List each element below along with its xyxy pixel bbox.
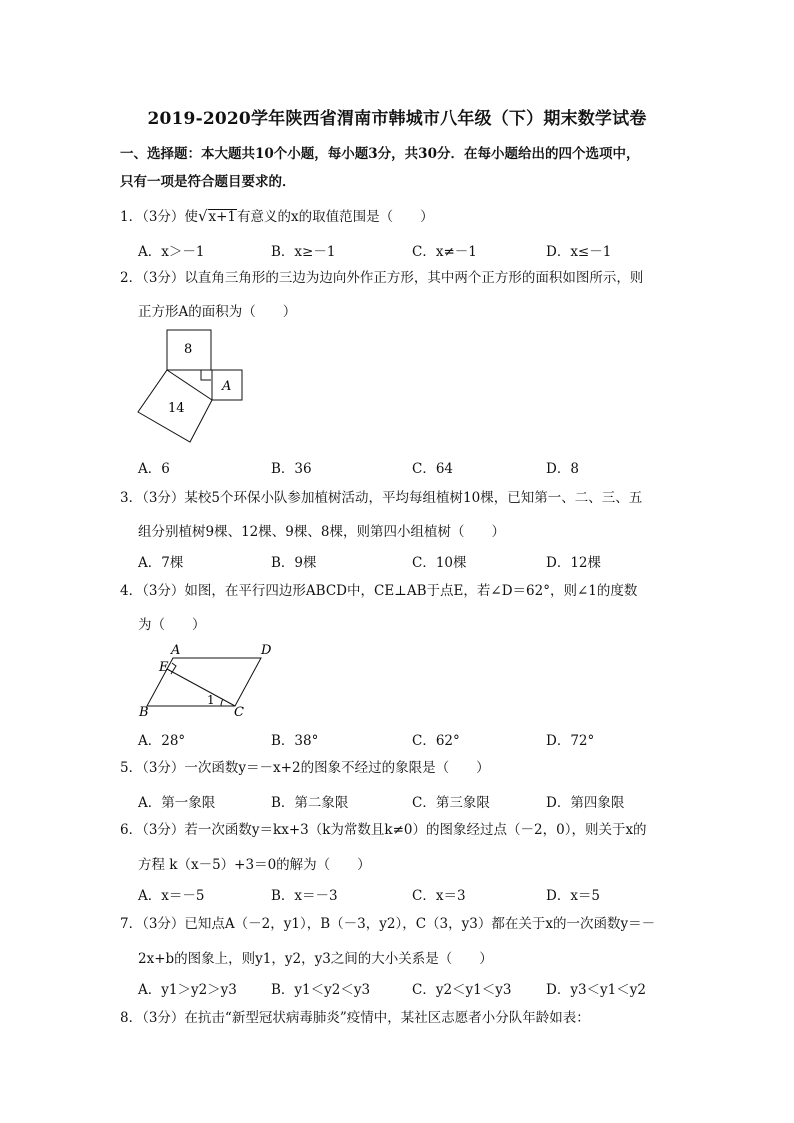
question-6 [120, 822, 680, 838]
option-d[interactable]: D．72° [546, 733, 595, 749]
label-c: C [234, 705, 244, 720]
question-3-line1: 3．（3分）某校5个环保小队参加植树活动，平均每组植树10棵，已知第一、二、三、五 [120, 490, 643, 506]
label-b: B [139, 705, 149, 720]
exam-title: 2019-2020学年陕西省渭南市韩城市八年级（下）期末数学试卷 [147, 109, 647, 129]
section-heading-line2: 只有一项是符合题目要求的． [120, 174, 296, 190]
option-c[interactable]: C．62° [412, 733, 460, 749]
parallelogram-figure [133, 638, 283, 720]
option-b[interactable]: B．y1＜y2＜y3 [271, 982, 371, 998]
segment-ce [167, 669, 235, 706]
option-d[interactable]: D．x≤－1 [546, 244, 612, 260]
question-1-prefix: 1．（3分）使 [120, 209, 198, 225]
sqrt-sign: √ [197, 207, 208, 225]
question-8-line1: 8．（3分）在抗击“新型冠状病毒肺炎”疫情中，某社区志愿者小分队年龄如表： [120, 1010, 590, 1026]
question-3-line2: 组分别植树9棵、12棵、9棵、8棵，则第四小组植树（ ） [138, 524, 505, 540]
question-7 [120, 916, 680, 932]
option-b[interactable]: B．第二象限 [271, 795, 349, 811]
question-6-options [138, 884, 678, 902]
option-a[interactable]: A．28° [138, 733, 186, 749]
option-a[interactable]: A．y1＞y2＞y3 [138, 982, 237, 998]
question-2-line2: 正方形A的面积为（ ） [138, 304, 297, 320]
option-d[interactable]: D．第四象限 [546, 795, 625, 811]
question-4-line1: 4．（3分）如图，在平行四边形ABCD中，CE⊥AB于点E，若∠D＝62°，则∠1的度数 [120, 583, 638, 599]
option-a[interactable]: A．7棵 [138, 555, 184, 571]
label-8: 8 [184, 342, 193, 357]
right-angle-mark [201, 370, 211, 380]
option-b[interactable]: B．36 [271, 461, 312, 477]
question-5-line1: 5．（3分）一次函数y＝－x+2的图象不经过的象限是（ ） [120, 760, 490, 776]
option-c[interactable]: C．10棵 [412, 555, 467, 571]
question-1-suffix: 有意义的x的取值范围是（ ） [237, 209, 434, 225]
question-6-line2: 方程 k（x－5）+3＝0的解为（ ） [138, 857, 371, 873]
question-4-options [138, 729, 678, 747]
question-6-line1: 6．（3分）若一次函数y＝kx+3（k为常数且k≠0）的图象经过点（－2，0），则关于x的 [120, 822, 647, 838]
label-angle-1: 1 [207, 693, 215, 707]
option-a[interactable]: A．第一象限 [138, 795, 216, 811]
question-7-line1: 7．（3分）已知点A（－2，y1），B（－3，y2），C（3，y3）都在关于x的一次函数y＝－ [120, 916, 656, 932]
question-1-radicand: x+1 [208, 209, 237, 225]
question-2-options [138, 457, 678, 475]
option-c[interactable]: C．64 [412, 461, 454, 477]
label-a: A [222, 379, 232, 394]
option-c[interactable]: C．x＝3 [412, 888, 466, 904]
label-d: D [261, 643, 272, 658]
option-d[interactable]: D．x＝5 [546, 888, 601, 904]
squares-figure [130, 325, 250, 450]
option-a[interactable]: A．x＝－5 [138, 888, 205, 904]
option-d[interactable]: D．y3＜y1＜y2 [546, 982, 646, 998]
question-7-options [138, 978, 678, 996]
label-14: 14 [168, 401, 185, 416]
option-d[interactable]: D．8 [546, 461, 579, 477]
option-b[interactable]: B．9棵 [271, 555, 317, 571]
question-5-options [138, 791, 678, 809]
option-b[interactable]: B．38° [271, 733, 319, 749]
question-1 [120, 208, 680, 225]
question-3 [120, 490, 680, 506]
angle-1-arc [221, 699, 223, 706]
option-a[interactable]: A．x＞－1 [138, 244, 205, 260]
question-8 [120, 1010, 680, 1026]
option-b[interactable]: B．x≥－1 [271, 244, 336, 260]
option-c[interactable]: C．x≠－1 [412, 244, 477, 260]
section-heading-line1: 一、选择题：本大题共10个小题，每小题3分，共30分．在每小题给出的四个选项中， [120, 146, 640, 162]
question-7-line2: 2x+b的图象上，则y1，y2，y3之间的大小关系是（ ） [138, 951, 493, 967]
label-a: A [171, 643, 181, 658]
option-b[interactable]: B．x＝－3 [271, 888, 338, 904]
question-1-options [138, 240, 678, 258]
question-4 [120, 583, 680, 599]
question-4-line2: 为（ ） [138, 617, 206, 633]
question-3-options [138, 551, 678, 569]
question-2-line1: 2．（3分）以直角三角形的三边为边向外作正方形，其中两个正方形的面积如图所示，则 [120, 270, 644, 286]
question-5 [120, 760, 680, 776]
section-heading [120, 140, 680, 196]
question-2 [120, 270, 680, 286]
option-d[interactable]: D．12棵 [546, 555, 602, 571]
label-e: E [159, 660, 169, 675]
option-c[interactable]: C．第三象限 [412, 795, 490, 811]
option-c[interactable]: C．y2＜y1＜y3 [412, 982, 512, 998]
option-a[interactable]: A．6 [138, 461, 170, 477]
